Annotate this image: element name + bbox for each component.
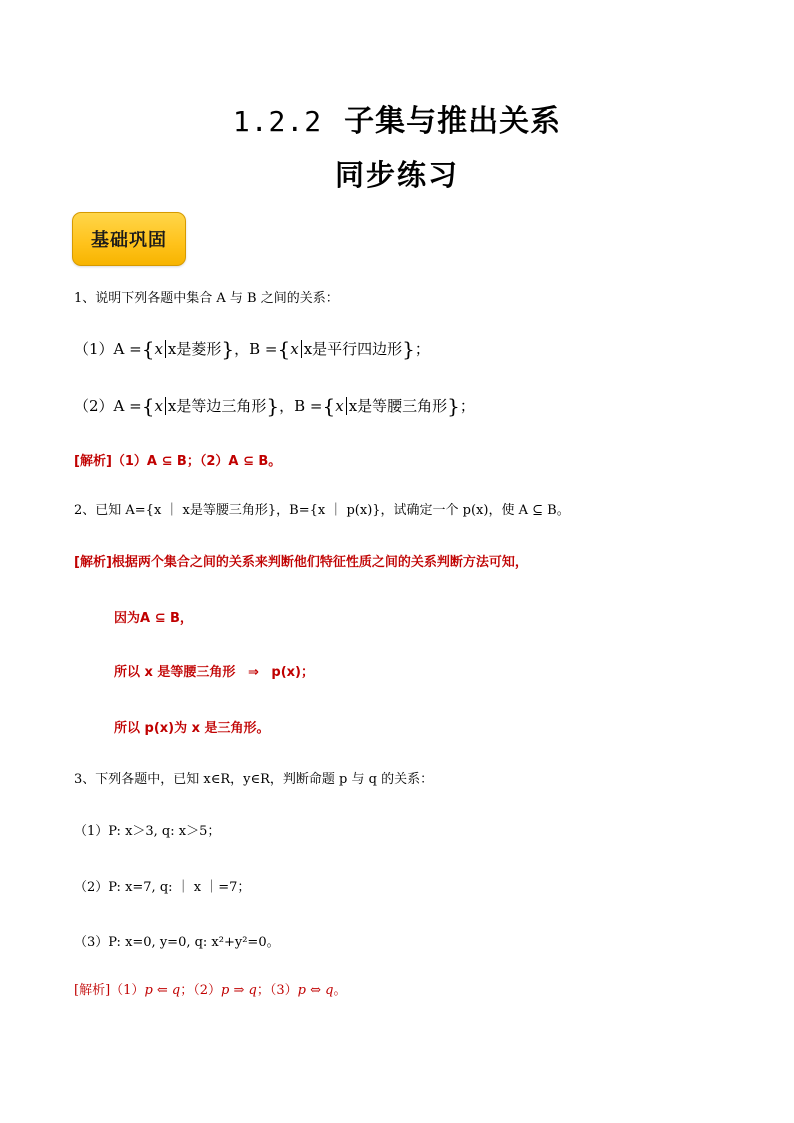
section-badge [72, 212, 186, 266]
question-2-step-1: 因为A ⊆ B， [114, 611, 193, 626]
page-subtitle: 同步练习 [334, 158, 459, 192]
item-end: ； [459, 397, 475, 415]
question-1-stem: 1、说明下列各题中集合 A 与 B 之间的关系： [74, 291, 339, 306]
left-brace: { [322, 394, 336, 418]
question-1-answer: [解析]（1）A ⊆ B；（2）A ⊆ B。 [74, 454, 282, 469]
question-1-item-2 [74, 396, 475, 416]
section-badge-label: 基础巩固 [91, 230, 167, 251]
set-condition: x是菱形 [167, 340, 222, 358]
question-3-answer [74, 984, 346, 997]
answer-part-value: p ⇔ q [297, 983, 334, 998]
item-mid: ，B = [279, 397, 323, 415]
page-title [0, 96, 794, 140]
answer-part-value: p ⇒ q [221, 983, 257, 998]
question-2-step-3: 所以 p(x)为 x 是三角形。 [114, 721, 270, 736]
separator: ； [256, 983, 270, 998]
step-text: 所以 x 是等腰三角形 [114, 665, 236, 680]
item-prefix: （2）A = [74, 397, 142, 415]
title-text: 子集与推出关系 [344, 104, 562, 139]
question-3-item-2: （2）P: x=7, q: ｜ x ｜=7； [74, 880, 251, 895]
set-bar [301, 340, 302, 358]
item-mid: ，B = [234, 340, 278, 358]
left-brace: { [277, 337, 291, 361]
set-bar [346, 397, 347, 415]
question-1-item-1 [74, 339, 430, 359]
set-condition: x是平行四边形 [303, 340, 403, 358]
question-2-step-2 [114, 666, 314, 679]
question-2-answer-intro: [解析]根据两个集合之间的关系来判断他们特征性质之间的关系判断方法可知， [74, 555, 528, 570]
set-variable: x [290, 340, 299, 358]
answer-part-value: p ⇐ q [144, 983, 181, 998]
right-brace: } [402, 337, 415, 361]
implies-arrow: ⇒ [247, 665, 259, 680]
set-condition: x是等边三角形 [167, 397, 267, 415]
right-brace: } [447, 394, 460, 418]
answer-part-label: （2） [193, 983, 222, 998]
answer-part-label: （3） [269, 983, 298, 998]
question-2-stem: 2、已知 A={x ｜ x是等腰三角形}，B={x ｜ p(x)}，试确定一个 p(x)，使 A ⊆ B。 [74, 503, 570, 518]
set-variable: x [154, 397, 163, 415]
question-3-item-1: （1）P: x＞3, q: x＞5； [74, 824, 221, 839]
left-brace: { [141, 394, 155, 418]
set-condition: x是等腰三角形 [348, 397, 448, 415]
answer-end: 。 [333, 983, 347, 998]
separator: ； [180, 983, 194, 998]
right-brace: } [266, 394, 280, 418]
set-variable: x [335, 397, 344, 415]
question-3-stem: 3、下列各题中，已知 x∈R，y∈R，判断命题 p 与 q 的关系： [74, 772, 434, 787]
item-prefix: （1）A = [74, 340, 142, 358]
left-brace: { [141, 337, 155, 361]
item-end: ； [414, 340, 430, 358]
answer-label: [解析] [74, 983, 111, 998]
set-variable: x [154, 340, 163, 358]
answer-part-label: （1） [110, 983, 145, 998]
set-bar [165, 397, 166, 415]
question-3-item-3: （3）P: x=0, y=0, q: x²+y²=0。 [74, 935, 280, 950]
step-text: p(x)； [271, 665, 314, 680]
set-bar [165, 340, 166, 358]
right-brace: } [221, 337, 235, 361]
section-number: 1.2.2 [232, 105, 323, 138]
